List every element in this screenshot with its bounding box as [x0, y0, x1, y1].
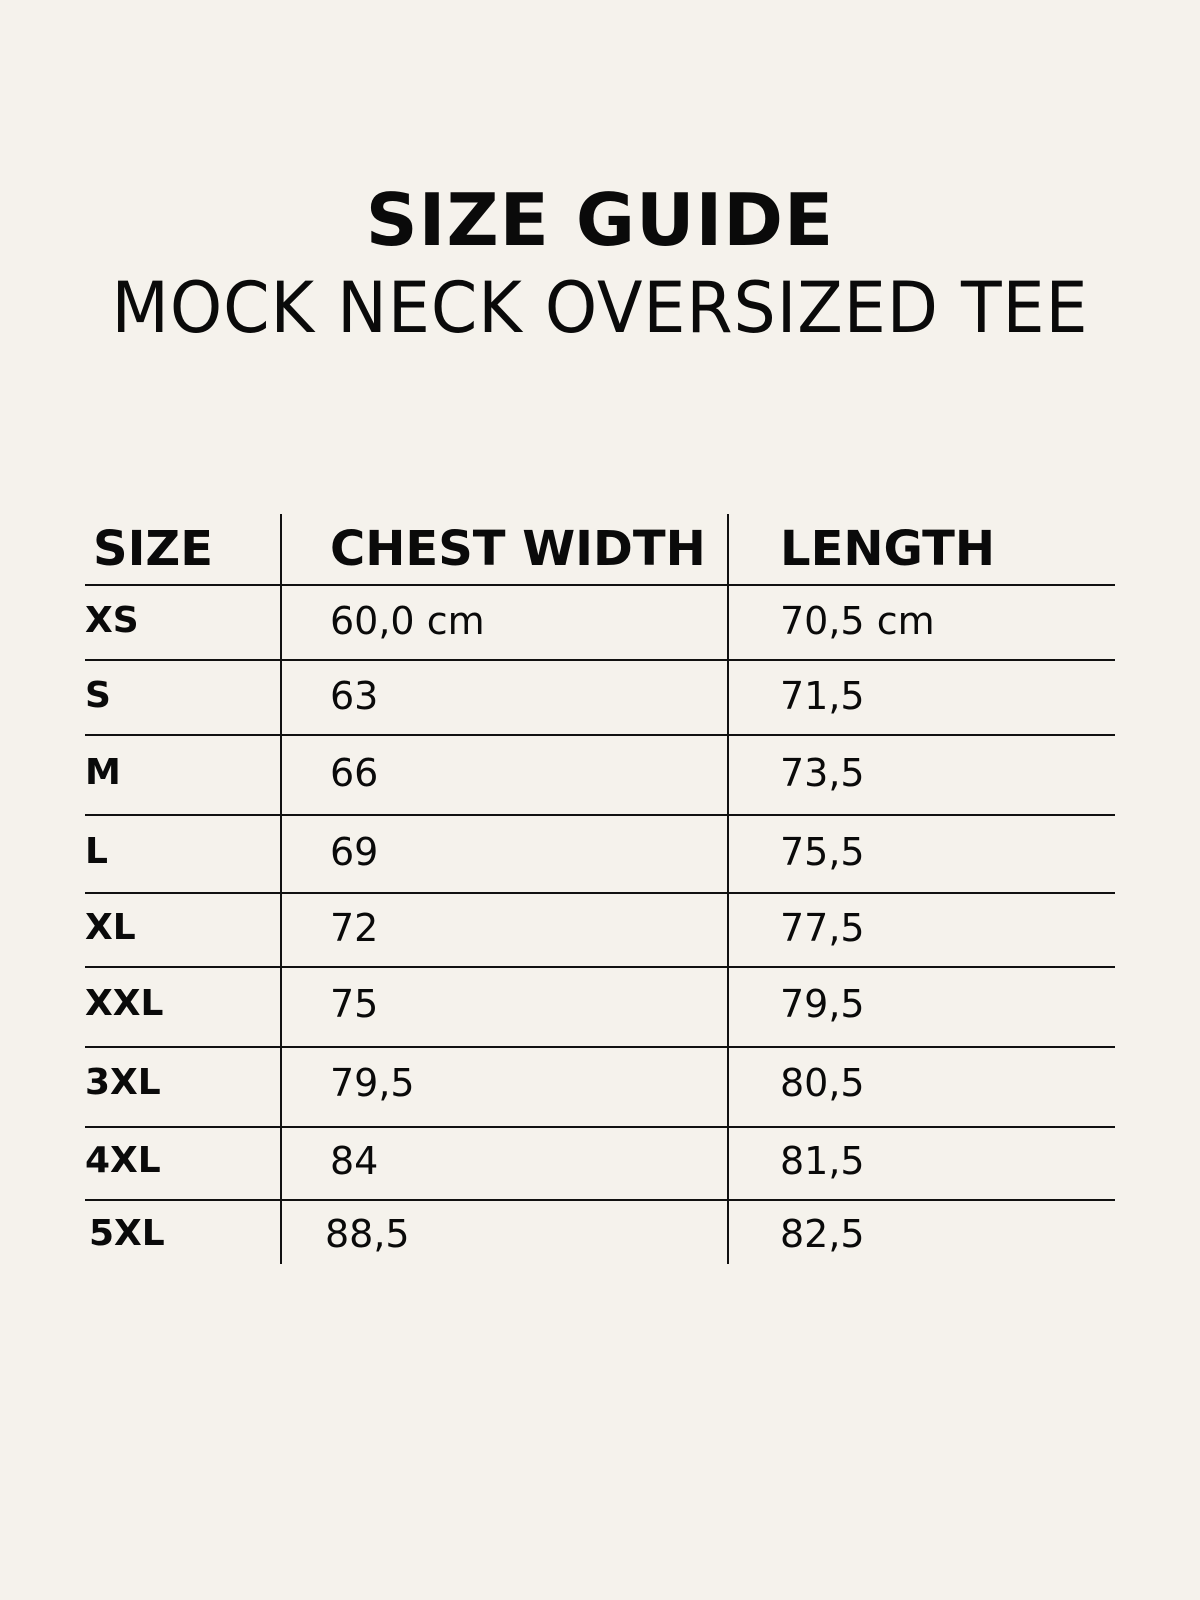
row-divider	[85, 814, 1115, 816]
row-divider	[85, 659, 1115, 661]
row-divider	[85, 966, 1115, 968]
length-cell: 80,5	[780, 1061, 865, 1105]
header-size: SIZE	[93, 521, 214, 577]
size-cell: 5XL	[89, 1213, 165, 1254]
size-cell: 4XL	[85, 1140, 161, 1181]
size-cell: XL	[85, 907, 136, 948]
size-table	[85, 514, 1115, 1264]
chest-cell: 88,5	[325, 1212, 410, 1256]
chest-cell: 63	[330, 674, 379, 718]
length-cell: 81,5	[780, 1139, 865, 1183]
length-cell: 79,5	[780, 982, 865, 1026]
column-divider	[280, 514, 282, 1264]
length-cell: 71,5	[780, 674, 865, 718]
length-cell: 75,5	[780, 830, 865, 874]
row-divider	[85, 734, 1115, 736]
length-cell: 73,5	[780, 751, 865, 795]
size-cell: S	[85, 675, 111, 716]
size-cell: XS	[85, 600, 139, 641]
row-divider	[85, 1046, 1115, 1048]
chest-cell: 69	[330, 830, 379, 874]
header-chest-width: CHEST WIDTH	[330, 521, 706, 577]
chest-cell: 84	[330, 1139, 379, 1183]
page-title: SIZE GUIDE	[365, 178, 835, 262]
row-divider	[85, 1199, 1115, 1201]
length-cell: 77,5	[780, 906, 865, 950]
chest-cell: 72	[330, 906, 379, 950]
length-cell: 70,5 cm	[780, 599, 935, 643]
chest-cell: 60,0 cm	[330, 599, 485, 643]
chest-cell: 66	[330, 751, 379, 795]
column-divider	[727, 514, 729, 1264]
row-divider	[85, 584, 1115, 586]
chest-cell: 79,5	[330, 1061, 415, 1105]
size-cell: M	[85, 752, 121, 793]
page-subtitle: MOCK NECK OVERSIZED TEE	[111, 267, 1089, 349]
header-length: LENGTH	[780, 521, 996, 577]
size-cell: L	[85, 831, 108, 872]
size-cell: XXL	[85, 983, 164, 1024]
length-cell: 82,5	[780, 1212, 865, 1256]
row-divider	[85, 1126, 1115, 1128]
size-cell: 3XL	[85, 1062, 161, 1103]
chest-cell: 75	[330, 982, 379, 1026]
row-divider	[85, 892, 1115, 894]
